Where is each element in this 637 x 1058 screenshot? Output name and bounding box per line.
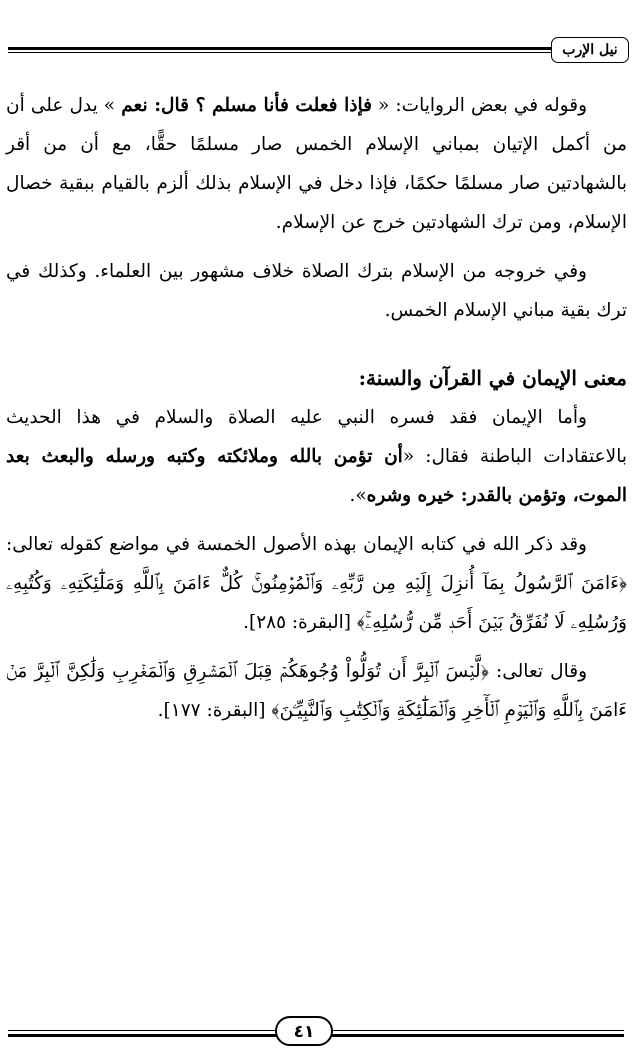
- paragraph-spacer: [6, 242, 627, 252]
- paragraph-verse-baqarah-285: [6, 525, 627, 642]
- header-rule-thin: [8, 52, 608, 53]
- paragraph-narrations-rest: » يدل على أن من أكمل الإتيان بمباني الإسلام الخمس صار مسلمًا حقًّا، مع أن من أقر بالشهادتين صار مسلمًا حكمًا، فإذا دخل في الإسلام بذلك ألزم بالقيام ببقية خصال الإسلام، ومن ترك الشهادتين خرج عن الإسلام.: [6, 95, 627, 233]
- hadith-definition: أن تؤمن بالله وملائكته وكتبه ورسله والبعث بعد الموت، وتؤمن بالقدر: خيره وشره: [6, 446, 627, 506]
- quran-verse: ﴿ءَامَنَ ٱلرَّسُولُ بِمَآ أُنزِلَ إِلَيۡهِ مِن رَّبِّهِۦ وَٱلۡمُؤۡمِنُونَۚ كُلٌّ ءَامَنَ بِٱللَّهِ وَمَلَٰٓئِكَتِهِۦ وَكُتُبِهِۦ وَرُسُلِهِۦ لَا نُفَرِّقُ بَيۡنَ أَحَدٖ مِّن رُّسُلِهِۦۚ﴾: [6, 573, 627, 633]
- paragraph-iman-end: ».: [349, 485, 367, 506]
- header-rule-thick: [8, 47, 608, 50]
- paragraph-prayer: وفي خروجه من الإسلام بترك الصلاة خلاف مشهور بين العلماء. وكذلك في ترك بقية مباني الإسلام الخمس.: [6, 261, 627, 321]
- paragraph-verse-baqarah-177: [6, 652, 627, 730]
- hadith-quote: فإذا فعلت فأنا مسلم ؟ قال: نعم: [121, 95, 372, 116]
- section-spacer: [6, 330, 627, 359]
- page-number: ٤١: [275, 1016, 333, 1046]
- paragraph-iman-intro: وأما الإيمان فقد فسره النبي عليه الصلاة والسلام في هذا الحديث بالاعتقادات الباطنة فقال: «: [6, 407, 627, 467]
- page-body: [6, 86, 627, 730]
- verse-reference: [البقرة: ١٧٧].: [157, 700, 272, 721]
- verse-reference: [البقرة: ٢٨٥].: [243, 612, 357, 633]
- paragraph-spacer: [6, 515, 627, 525]
- quran-verse: ﴿لَّيۡسَ ٱلۡبِرَّ أَن تُوَلُّواْ وُجُوهَكُمۡ قِبَلَ ٱلۡمَشۡرِقِ وَٱلۡمَغۡرِبِ وَلَٰكِنَّ ٱلۡبِرَّ مَنۡ ءَامَنَ بِٱللَّهِ وَٱلۡيَوۡمِ ٱلۡأٓخِرِ وَٱلۡمَلَٰٓئِكَةِ وَٱلۡكِتَٰبِ وَٱلنَّبِيِّـۧنَ﴾: [6, 661, 627, 721]
- book-title-tag: نيل الإرب: [551, 37, 629, 63]
- paragraph-iman: [6, 398, 627, 515]
- verse-intro: وقال تعالى:: [488, 661, 587, 682]
- paragraph-narrations-intro: وقوله في بعض الروايات: «: [371, 95, 588, 116]
- verse-intro: وقد ذكر الله في كتابه الإيمان بهذه الأصول الخمسة في مواضع كقوله تعالى:: [6, 534, 587, 555]
- paragraph-narrations: [6, 86, 627, 242]
- paragraph-spacer: [6, 642, 627, 652]
- section-heading: معنى الإيمان في القرآن والسنة:: [358, 366, 627, 390]
